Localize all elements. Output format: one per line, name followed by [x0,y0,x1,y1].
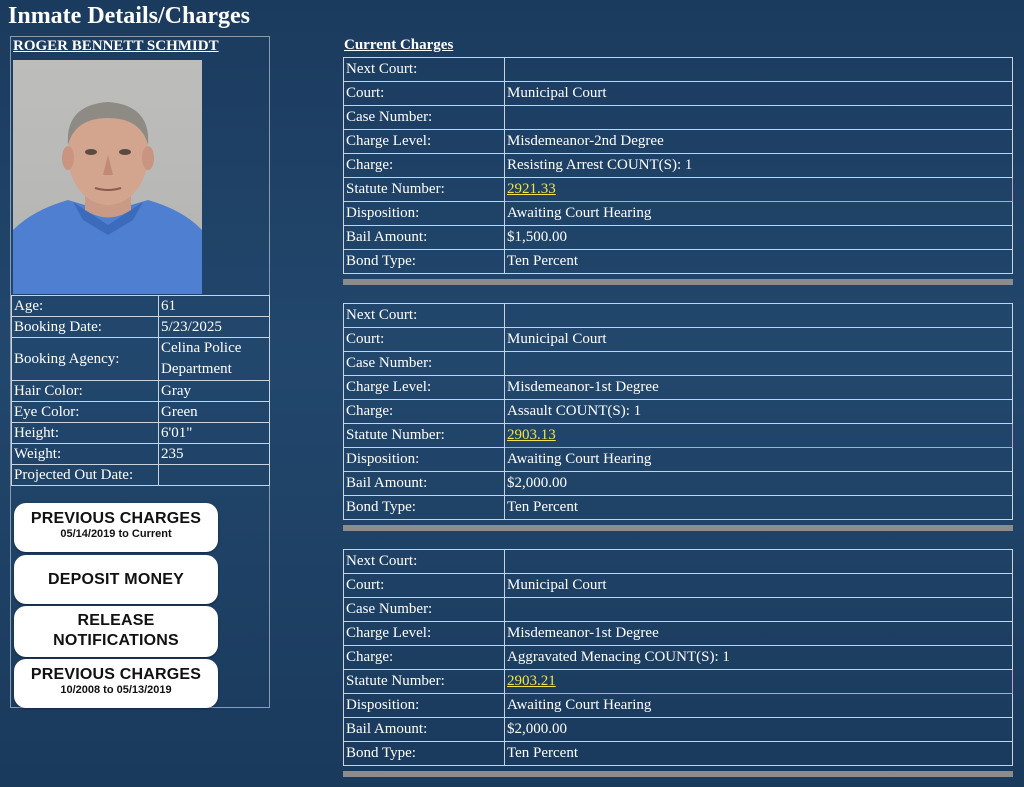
bond-type-label: Bond Type: [344,496,505,520]
charge-row-court [344,82,1013,106]
booking-agency-label: Booking Agency: [12,338,159,381]
bond-type-value: Ten Percent [505,496,1013,520]
court-value: Municipal Court [505,328,1013,352]
next-court-label: Next Court: [344,550,505,574]
charge-row-bail-amount [344,472,1013,496]
charge-row-disposition [344,448,1013,472]
court-value: Municipal Court [505,82,1013,106]
charge-row-case-number [344,106,1013,130]
release-notifications-line1: RELEASE [77,612,155,629]
previous-charges-history-range: 10/2008 to 05/13/2019 [60,684,172,696]
charge-row-charge-level [344,376,1013,400]
bond-type-value: Ten Percent [505,742,1013,766]
charge-row-court [344,328,1013,352]
statute-number-label: Statute Number: [344,670,505,694]
inmate-panel [10,36,270,708]
hair-color-value: Gray [159,381,270,402]
weight-label: Weight: [12,444,159,465]
projected-out-date-value [159,465,270,486]
charge-separator [343,771,1013,777]
charge-row-charge-level [344,130,1013,154]
bond-type-label: Bond Type: [344,250,505,274]
case-number-label: Case Number: [344,106,505,130]
case-number-label: Case Number: [344,352,505,376]
charge-row-charge [344,154,1013,178]
charge-label: Charge: [344,154,505,178]
detail-row-projected-out-date [12,465,270,486]
charge-row-next-court [344,58,1013,82]
bail-amount-label: Bail Amount: [344,472,505,496]
deposit-money-button[interactable] [14,555,218,604]
case-number-value [505,598,1013,622]
disposition-label: Disposition: [344,202,505,226]
previous-charges-history-button[interactable] [14,659,218,708]
disposition-value: Awaiting Court Hearing [505,448,1013,472]
charge-table [343,549,1013,766]
charge-row-charge [344,400,1013,424]
booking-date-label: Booking Date: [12,317,159,338]
height-value: 6'01" [159,423,270,444]
statute-number-link[interactable]: 2903.21 [507,673,556,689]
charge-row-statute-number [344,424,1013,448]
eye-color-label: Eye Color: [12,402,159,423]
bail-amount-label: Bail Amount: [344,718,505,742]
charge-separator [343,279,1013,285]
charge-block-1 [343,57,1013,285]
charge-row-disposition [344,694,1013,718]
charge-row-bail-amount [344,226,1013,250]
court-label: Court: [344,328,505,352]
disposition-label: Disposition: [344,448,505,472]
statute-number-cell [505,670,1013,694]
page-title: Inmate Details/Charges [8,3,250,29]
bond-type-value: Ten Percent [505,250,1013,274]
charge-level-value: Misdemeanor-2nd Degree [505,130,1013,154]
charge-row-case-number [344,352,1013,376]
charge-value: Resisting Arrest COUNT(S): 1 [505,154,1013,178]
release-notifications-button[interactable] [14,606,218,657]
eye-color-value: Green [159,402,270,423]
weight-value: 235 [159,444,270,465]
statute-number-label: Statute Number: [344,178,505,202]
detail-row-booking-date [12,317,270,338]
detail-row-eye-color [12,402,270,423]
inmate-details-table [11,295,270,486]
charge-row-next-court [344,304,1013,328]
charge-level-label: Charge Level: [344,622,505,646]
release-notifications-line2: NOTIFICATIONS [53,632,179,649]
case-number-label: Case Number: [344,598,505,622]
inmate-name: ROGER BENNETT SCHMIDT [13,38,219,54]
charge-row-bail-amount [344,718,1013,742]
detail-row-hair-color [12,381,270,402]
hair-color-label: Hair Color: [12,381,159,402]
age-value: 61 [159,296,270,317]
booking-date-value: 5/23/2025 [159,317,270,338]
deposit-money-title: DEPOSIT MONEY [48,571,184,588]
next-court-value [505,304,1013,328]
next-court-label: Next Court: [344,304,505,328]
charge-level-value: Misdemeanor-1st Degree [505,622,1013,646]
charge-level-label: Charge Level: [344,130,505,154]
booking-agency-value: Celina Police Department [159,338,270,381]
charge-row-statute-number [344,178,1013,202]
court-value: Municipal Court [505,574,1013,598]
charge-block-3 [343,549,1013,777]
charge-row-charge-level [344,622,1013,646]
previous-charges-history-title: PREVIOUS CHARGES [30,666,202,683]
inmate-photo [13,60,202,294]
previous-charges-current-range: 05/14/2019 to Current [60,528,172,540]
bail-amount-label: Bail Amount: [344,226,505,250]
charge-label: Charge: [344,400,505,424]
next-court-value [505,58,1013,82]
bail-amount-value: $2,000.00 [505,718,1013,742]
bond-type-label: Bond Type: [344,742,505,766]
previous-charges-current-title: PREVIOUS CHARGES [30,510,202,527]
charge-row-next-court [344,550,1013,574]
charge-label: Charge: [344,646,505,670]
next-court-label: Next Court: [344,58,505,82]
disposition-label: Disposition: [344,694,505,718]
charge-row-disposition [344,202,1013,226]
detail-row-booking-agency [12,338,270,381]
statute-number-cell [505,178,1013,202]
projected-out-date-label: Projected Out Date: [12,465,159,486]
charge-row-case-number [344,598,1013,622]
charge-value: Aggravated Menacing COUNT(S): 1 [505,646,1013,670]
detail-row-weight [12,444,270,465]
charge-level-label: Charge Level: [344,376,505,400]
statute-number-cell [505,424,1013,448]
charge-row-charge [344,646,1013,670]
height-label: Height: [12,423,159,444]
court-label: Court: [344,82,505,106]
case-number-value [505,106,1013,130]
charge-value: Assault COUNT(S): 1 [505,400,1013,424]
age-label: Age: [12,296,159,317]
disposition-value: Awaiting Court Hearing [505,694,1013,718]
charge-table [343,57,1013,274]
previous-charges-current-button[interactable] [14,503,218,552]
detail-row-height [12,423,270,444]
next-court-value [505,550,1013,574]
statute-number-link[interactable]: 2921.33 [507,181,556,197]
charge-row-court [344,574,1013,598]
current-charges-heading: Current Charges [344,37,454,53]
charge-separator [343,525,1013,531]
bail-amount-value: $1,500.00 [505,226,1013,250]
charge-row-statute-number [344,670,1013,694]
case-number-value [505,352,1013,376]
charge-level-value: Misdemeanor-1st Degree [505,376,1013,400]
detail-row-age [12,296,270,317]
charge-row-bond-type [344,250,1013,274]
charge-row-bond-type [344,496,1013,520]
charge-block-2 [343,303,1013,531]
court-label: Court: [344,574,505,598]
charge-row-bond-type [344,742,1013,766]
charge-table [343,303,1013,520]
statute-number-label: Statute Number: [344,424,505,448]
bail-amount-value: $2,000.00 [505,472,1013,496]
disposition-value: Awaiting Court Hearing [505,202,1013,226]
statute-number-link[interactable]: 2903.13 [507,427,556,443]
